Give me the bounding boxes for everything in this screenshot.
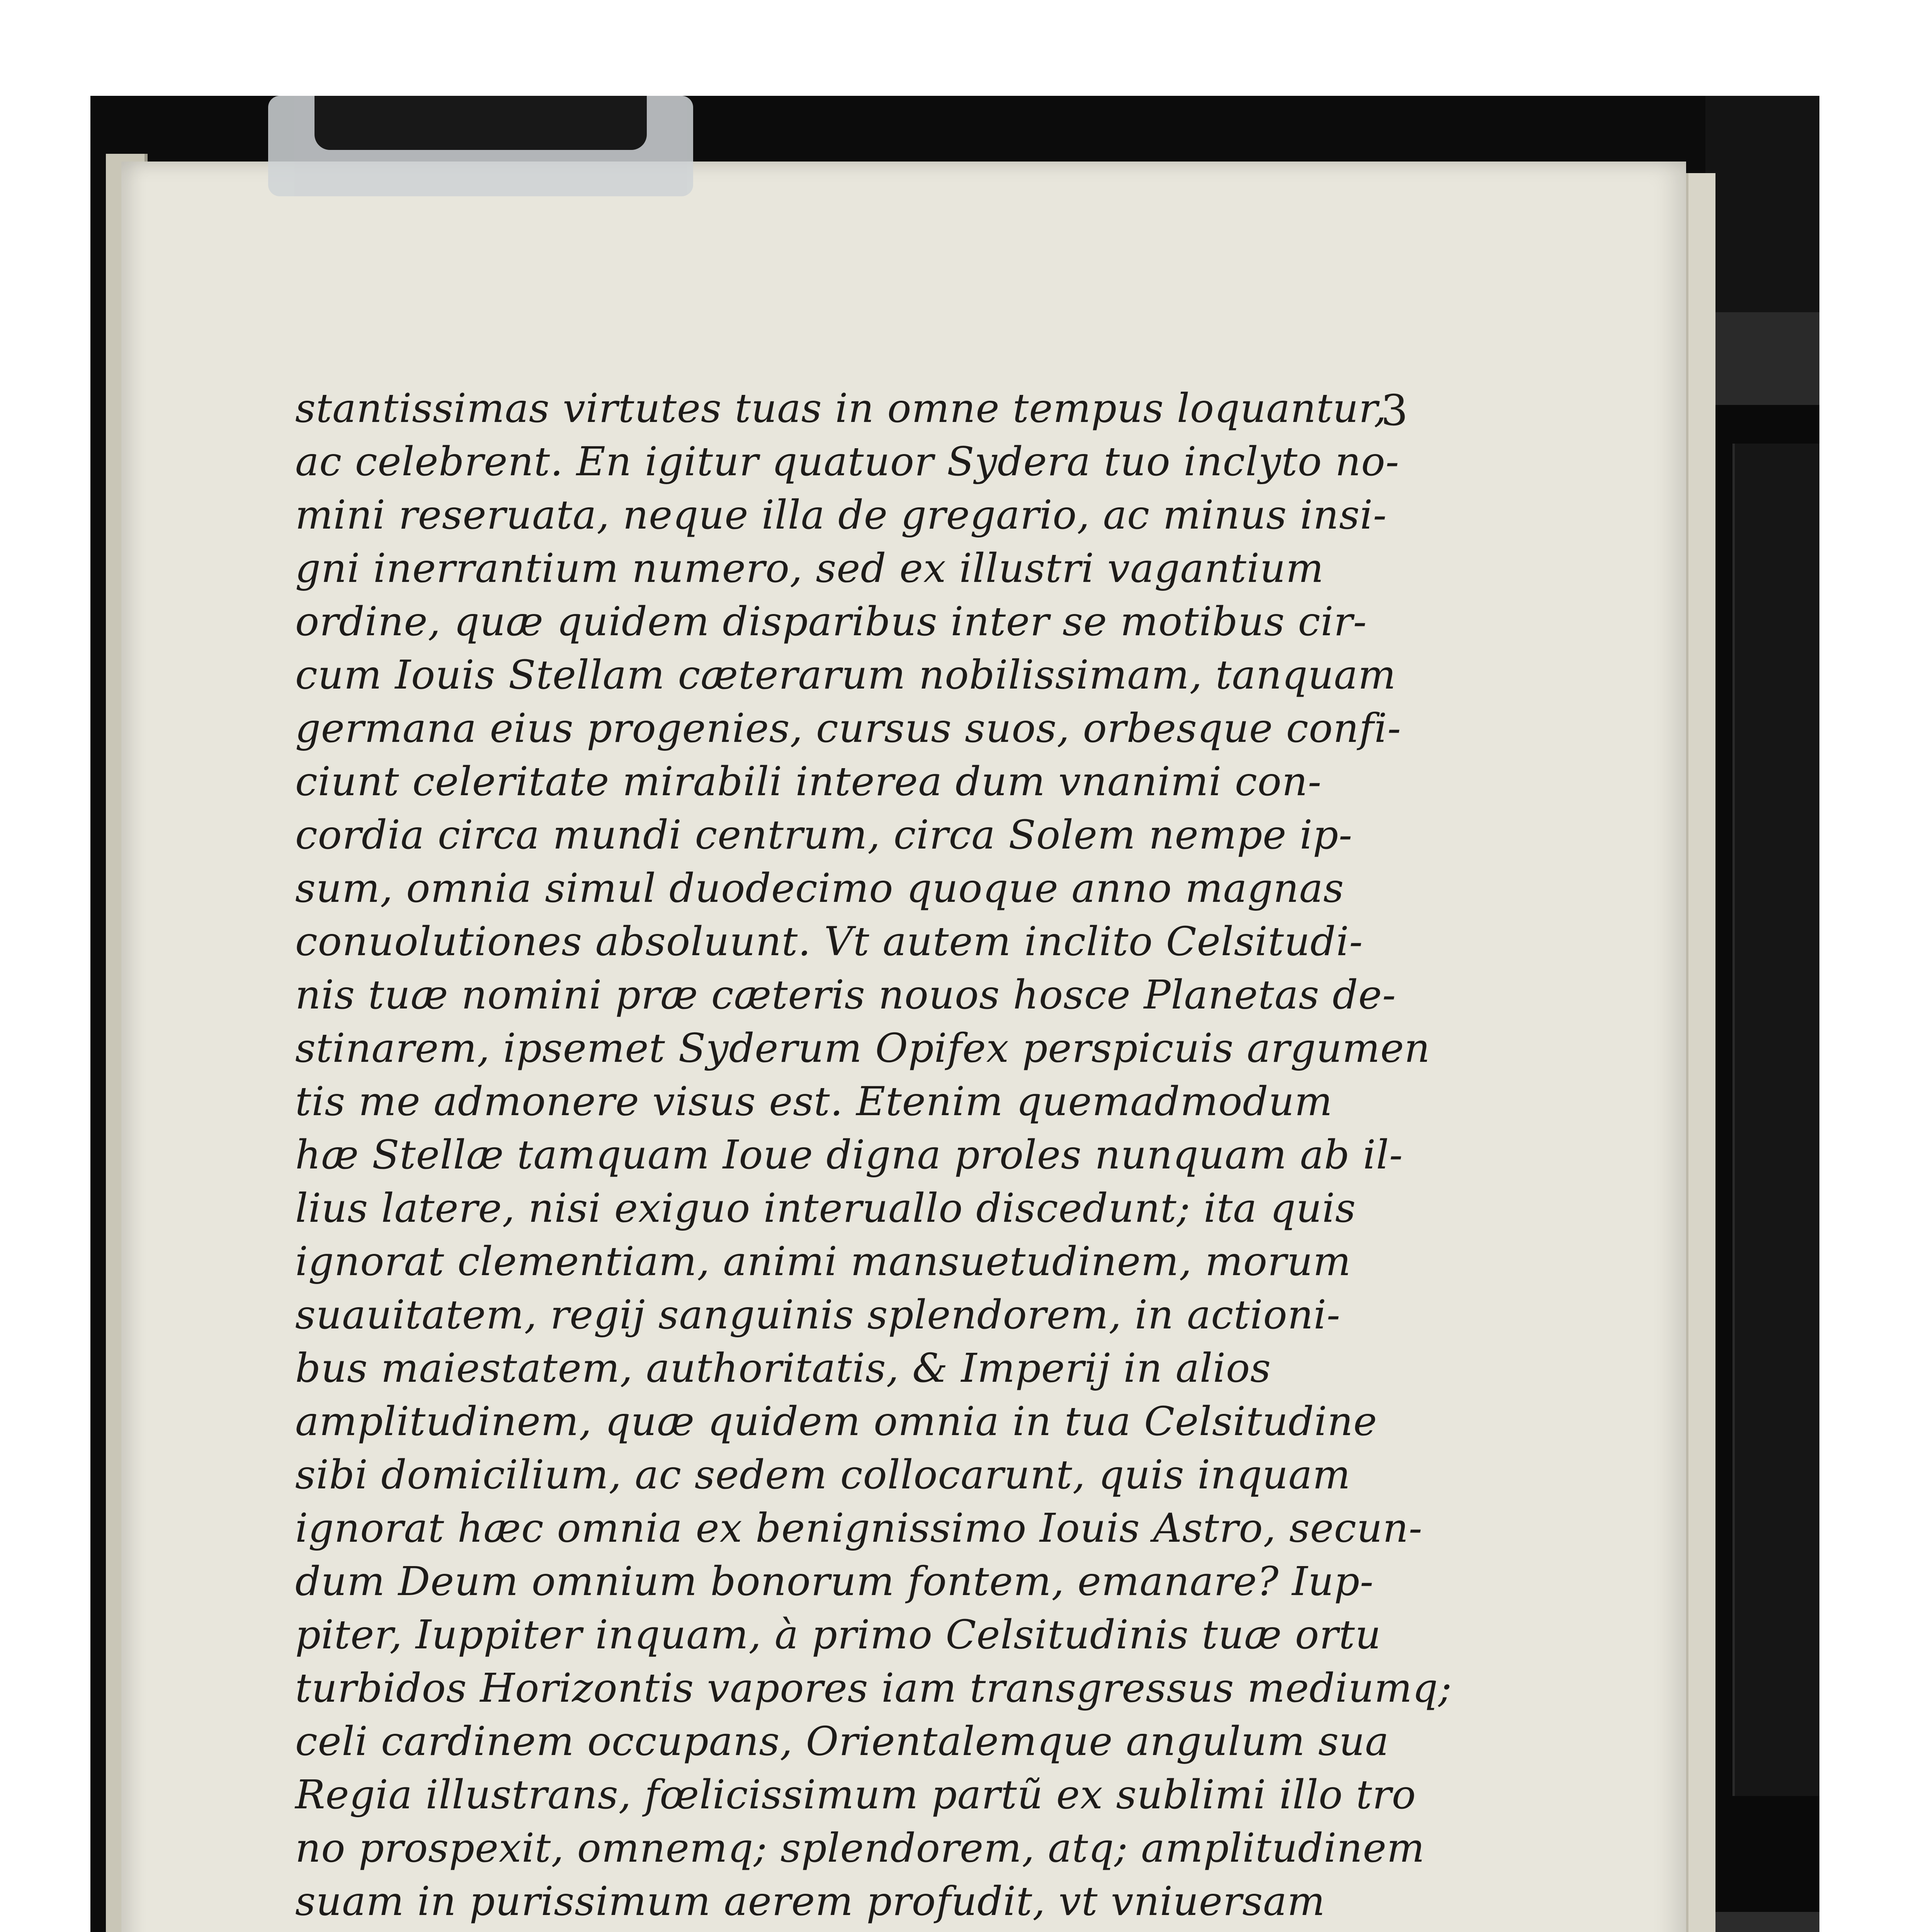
text-line: cordia circa mundi centrum, circa Solem nempe ip-: [295, 812, 1353, 858]
page-fore-edge: [1686, 173, 1715, 1932]
text-line: suam in purissimum aerem profudit, vt vniuersam: [295, 1878, 1326, 1925]
text-line: amplitudinem, quæ quidem omnia in tua Celsitudine: [295, 1398, 1377, 1445]
text-line: ordine, quæ quidem disparibus inter se motibus cir-: [295, 599, 1367, 645]
text-line: nis tuæ nomini præ cæteris nouos hosce Planetas de-: [295, 972, 1396, 1018]
text-line: sum, omnia simul duodecimo quoque anno magnas: [295, 865, 1344, 912]
text-line: conuolutiones absoluunt. Vt autem inclito Celsitudi-: [295, 918, 1363, 965]
text-line: sibi domicilium, ac sedem collocarunt, quis inquam: [295, 1452, 1351, 1498]
text-line: hæ Stellæ tamquam Ioue digna proles nunquam ab il-: [295, 1132, 1403, 1178]
scanner-hardware-band: [1705, 312, 1819, 405]
scan-frame: [90, 96, 1819, 1932]
text-line: ignorat clementiam, animi mansuetudinem, morum: [295, 1238, 1352, 1285]
text-line: piter, Iuppiter inquam, à primo Celsitudinis tuæ ortu: [295, 1612, 1381, 1658]
scanner-hardware-band: [1705, 96, 1819, 312]
text-line: Regia illustrans, fœlicissimum partũ ex sublimi illo tro: [295, 1772, 1416, 1818]
text-line: turbidos Horizontis vapores iam transgressus mediumq;: [295, 1665, 1452, 1711]
scanner-side-panel: [1732, 444, 1819, 1796]
text-line: lius latere, nisi exiguo interuallo discedunt; ita quis: [295, 1185, 1356, 1231]
text-line: ciunt celeritate mirabili interea dum vnanimi con-: [295, 759, 1322, 805]
text-line: gni inerrantium numero, sed ex illustri vagantium: [295, 545, 1324, 592]
text-line: mini reseruata, neque illa de gregario, ac minus insi-: [295, 492, 1387, 538]
page-number: 3: [1381, 386, 1408, 435]
text-line: cum Iouis Stellam cæterarum nobilissimam, tanquam: [295, 652, 1396, 698]
text-line: celi cardinem occupans, Orientalemque angulum sua: [295, 1718, 1389, 1765]
text-line: bus maiestatem, authoritatis, & Imperij in alios: [295, 1345, 1271, 1391]
text-line: suauitatem, regij sanguinis splendorem, in actioni-: [295, 1292, 1341, 1338]
text-line: germana eius progenies, cursus suos, orbesque confi-: [295, 705, 1401, 752]
text-line: tis me admonere visus est. Etenim quemadmodum: [295, 1078, 1333, 1125]
text-line: dum Deum omnium bonorum fontem, emanare? Iup-: [295, 1558, 1374, 1605]
scanner-clamp-top: [268, 96, 693, 196]
text-line: ac celebrent. En igitur quatuor Sydera tuo inclyto no-: [295, 439, 1399, 485]
printed-text-block: [295, 382, 1452, 1928]
scanner-hardware-band: [1705, 1912, 1819, 1932]
clamp-shadow: [315, 96, 647, 150]
text-line: ignorat hæc omnia ex benignissimo Iouis Astro, secun-: [295, 1505, 1423, 1551]
text-line: stinarem, ipsemet Syderum Opifex perspicuis argumen: [295, 1025, 1430, 1071]
text-line: no prospexit, omnemq; splendorem, atq; amplitudinem: [295, 1825, 1425, 1871]
text-line: stantissimas virtutes tuas in omne tempus loquantur,: [295, 385, 1387, 432]
